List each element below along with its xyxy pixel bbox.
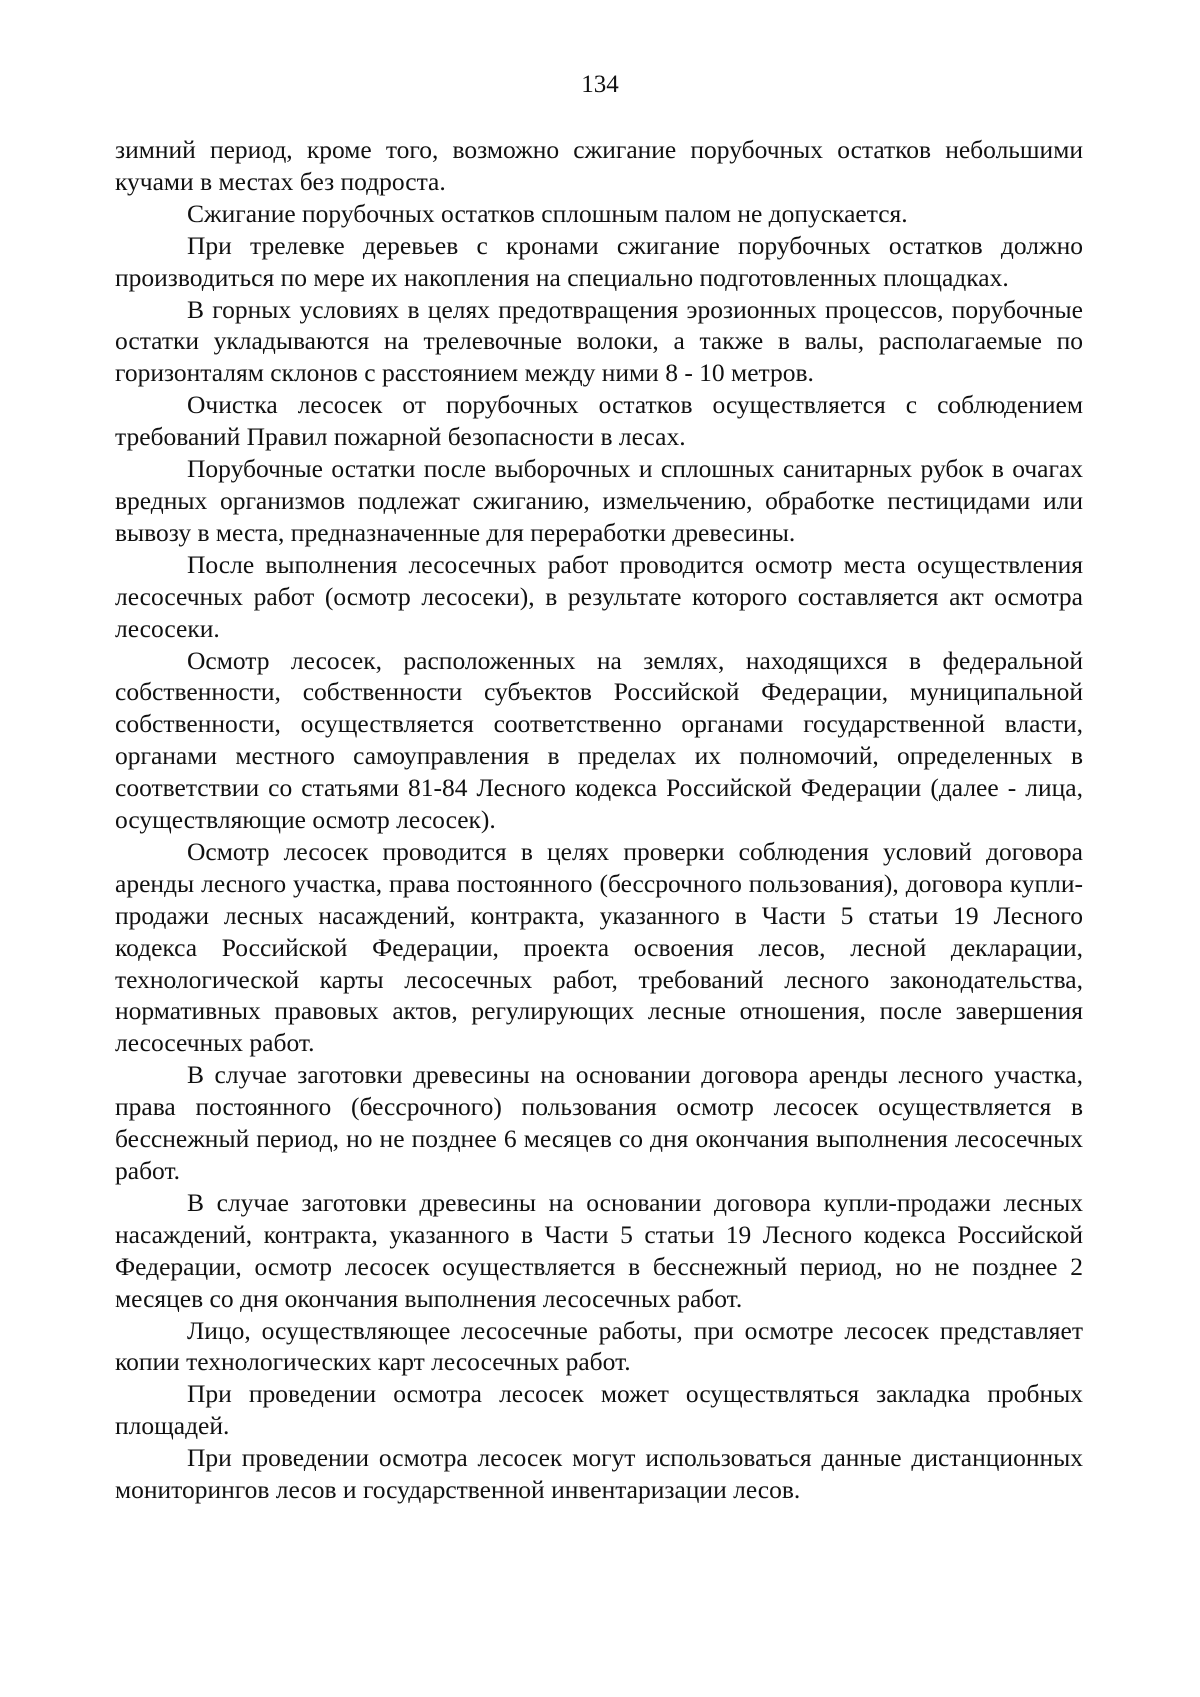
paragraph: Осмотр лесосек, расположенных на землях, находящихся в федеральной собственности, собственности субъектов Российской Федерации, муниципальной собственности, осуществляется соответственно органами государственной власти, органами местного самоуправления в пределах их полномочий, определенных в соответствии со статьями 81-84 Лесного кодекса Российской Федерации (далее - лица, осуществляющие осмотр лесосек). [115, 645, 1083, 835]
paragraph: Сжигание порубочных остатков сплошным палом не допускается. [187, 198, 908, 228]
paragraph: В случае заготовки древесины на основании договора купли-продажи лесных насаждений, контракта, указанного в Части 5 статьи 19 Лесного кодекса Российской Федерации, осмотр лесосек осуществляется в бесснежный период, но не позднее 2 месяцев со дня окончания выполнения лесосечных работ. [115, 1187, 1083, 1313]
paragraph: В горных условиях в целях предотвращения эрозионных процессов, порубочные остатки укладываются на трелевочные волоки, а также в валы, располагаемые по горизонталям склонов с расстоянием между ними 8 - 10 метров. [115, 294, 1083, 388]
paragraph: Порубочные остатки после выборочных и сплошных санитарных рубок в очагах вредных организмов подлежат сжиганию, измельчению, обработке пестицидами или вывозу в места, предназначенные для переработки древесины. [115, 454, 1083, 547]
paragraph: При проведении осмотра лесосек может осуществляться закладка пробных площадей. [115, 1379, 1083, 1441]
paragraph: После выполнения лесосечных работ проводится осмотр места осуществления лесосечных работ (осмотр лесосеки), в результате которого составляется акт осмотра лесосеки. [115, 549, 1083, 643]
paragraph-continuation: зимний период, кроме того, возможно сжигание порубочных остатков небольшими кучами в местах без подроста. [115, 135, 1083, 196]
document-body [115, 134, 1083, 1506]
paragraph: Лицо, осуществляющее лесосечные работы, при осмотре лесосек представляет копии технологических карт лесосечных работ. [115, 1315, 1083, 1377]
paragraph: При трелевке деревьев с кронами сжигание порубочных остатков должно производиться по мере их накопления на специально подготовленных площадках. [115, 230, 1083, 292]
paragraph: Очистка лесосек от порубочных остатков осуществляется с соблюдением требований Правил пожарной безопасности в лесах. [115, 390, 1083, 452]
page-number: 134 [581, 71, 619, 98]
paragraph: Осмотр лесосек проводится в целях проверки соблюдения условий договора аренды лесного участка, права постоянного (бессрочного пользования), договора купли-продажи лесных насаждений, контракта, указанного в Части 5 статьи 19 Лесного кодекса Российской Федерации, проекта освоения лесов, лесной декларации, технологической карты лесосечных работ, требований лесного законодательства, нормативных правовых актов, регулирующих лесные отношения, после завершения лесосечных работ. [115, 836, 1083, 1058]
paragraph: В случае заготовки древесины на основании договора аренды лесного участка, права постоянного (бессрочного) пользования осмотр лесосек осуществляется в бесснежный период, но не позднее 6 месяцев со дня окончания выполнения лесосечных работ. [115, 1060, 1083, 1185]
paragraph: При проведении осмотра лесосек могут использоваться данные дистанционных мониторингов лесов и государственной инвентаризации лесов. [115, 1443, 1083, 1505]
